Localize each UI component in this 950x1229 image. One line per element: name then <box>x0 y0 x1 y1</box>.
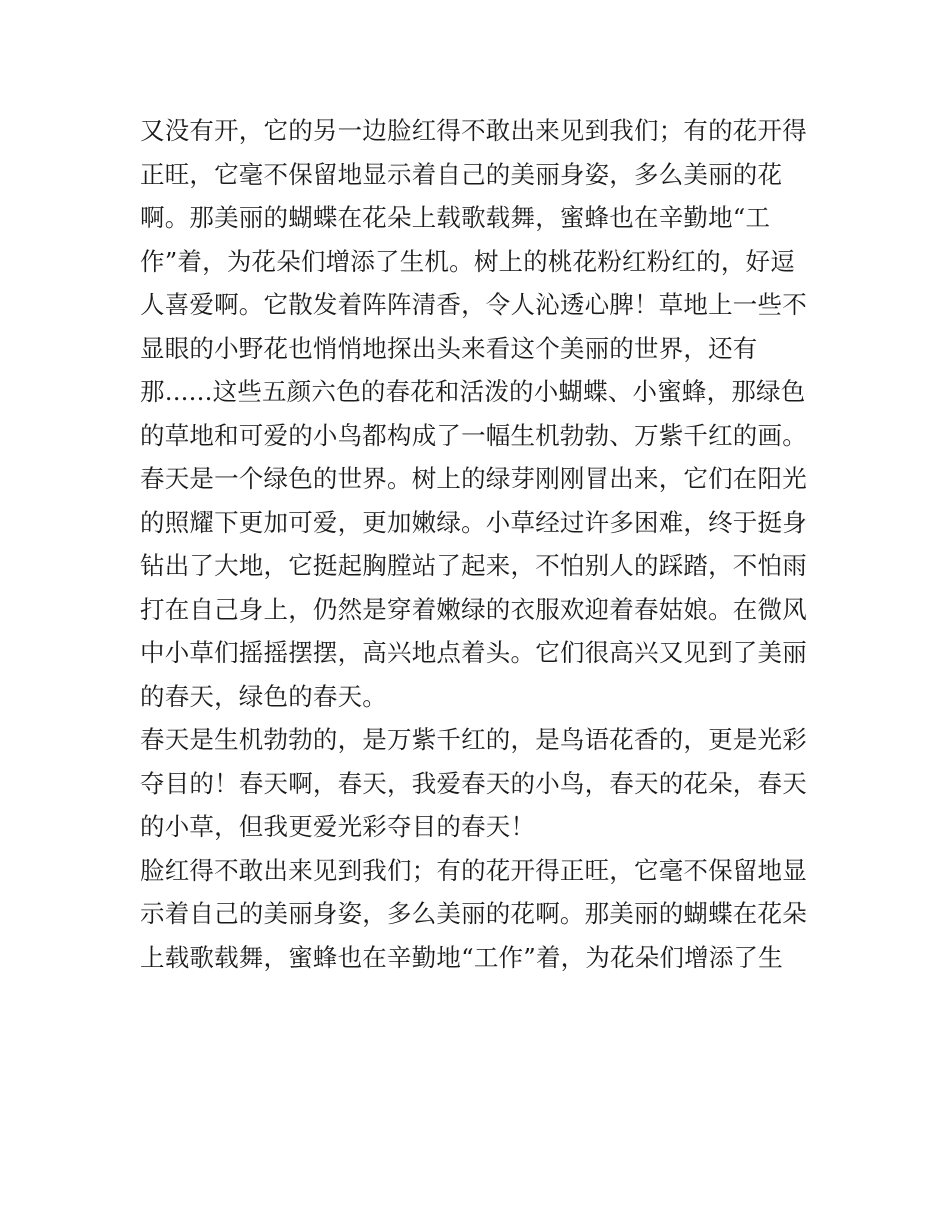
text-line: 夺目的！春天啊，春天，我爱春天的小鸟，春天的花朵，春天 <box>140 768 807 798</box>
text-line: 上载歌载舞，蜜蜂也在辛勤地“工作”着，为花朵们增添了生 <box>140 942 783 972</box>
text-line: 钻出了大地，它挺起胸膛站了起来，不怕别人的踩踏，不怕雨 <box>140 551 807 580</box>
text-line: 的春天，绿色的春天。 <box>140 681 387 711</box>
text-line: 打在自己身上，仍然是穿着嫩绿的衣服欢迎着春姑娘。在微风 <box>140 594 807 624</box>
text-line: 春天是一个绿色的世界。树上的绿芽刚刚冒出来，它们在阳光 <box>140 464 807 493</box>
body-text <box>140 109 820 979</box>
text-line: 的照耀下更加可爱，更加嫩绿。小草经过许多困难，终于挺身 <box>140 507 807 537</box>
text-line: 显眼的小野花也悄悄地探出头来看这个美丽的世界，还有 <box>140 333 758 363</box>
text-line: 的小草，但我更爱光彩夺目的春天！ <box>140 812 536 841</box>
text-line: 作”着，为花朵们增添了生机。树上的桃花粉红粉红的，好逗 <box>140 246 795 276</box>
text-line: 的草地和可爱的小鸟都构成了一幅生机勃勃、万紫千红的画。 <box>140 420 807 450</box>
text-line: 那......这些五颜六色的春花和活泼的小蝴蝶、小蜜蜂，那绿色 <box>140 377 806 406</box>
text-line: 人喜爱啊。它散发着阵阵清香，令人沁透心脾！草地上一些不 <box>140 290 807 319</box>
text-line: 又没有开，它的另一边脸红得不敢出来见到我们；有的花开得 <box>140 116 807 145</box>
text-line: 中小草们摇摇摆摆，高兴地点着头。它们很高兴又见到了美丽 <box>140 638 807 667</box>
text-line: 正旺，它毫不保留地显示着自己的美丽身姿，多么美丽的花 <box>140 159 783 189</box>
text-line: 春天是生机勃勃的，是万紫千红的，是鸟语花香的，更是光彩 <box>140 725 807 754</box>
text-line: 脸红得不敢出来见到我们；有的花开得正旺，它毫不保留地显 <box>140 855 807 885</box>
text-line: 啊。那美丽的蝴蝶在花朵上载歌载舞，蜜蜂也在辛勤地“工 <box>140 203 771 232</box>
text-line: 示着自己的美丽身姿，多么美丽的花啊。那美丽的蝴蝶在花朵 <box>140 899 807 928</box>
